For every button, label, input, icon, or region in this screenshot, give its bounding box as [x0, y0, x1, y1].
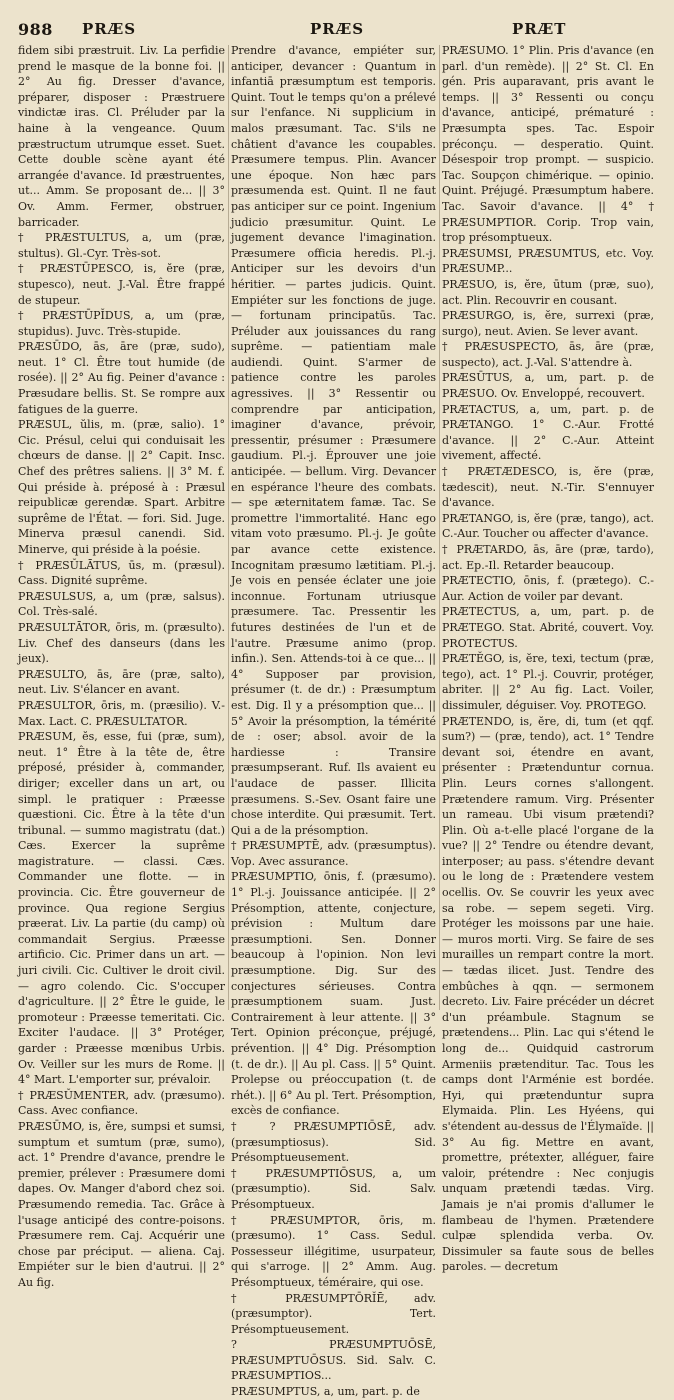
dictionary-entry: PRÆSŪMO, is, ĕre, sumpsi et sumsi, sumptum et sumtum (præ, sumo), act. 1° Prendre d'avance, prendre le premier, prélever : Præsumere domi dapes. Ov. Manger d'abord chez soi. Præsumendo remedia. Tac. Grâce à l'usage anticipé des contre-poisons. Præsumere rem. Caj. Acquérir une chose par préciput. — aliena. Caj. Empiéter sur le bien d'autrui. || 2° Au fig.: [18, 1119, 225, 1289]
dictionary-entry: PRÆSŪTUS, a, um, part. p. de PRÆSUO. Ov. Enveloppé, recouvert.: [442, 371, 654, 401]
dictionary-entry: PRÆSUMO. 1° Plin. Pris d'avance (en parl. d'un remède). || 2° St. Cl. En gén. Pris auparavant, pris avant le temps. || 3° Ressenti ou conçu d'avance, anticipé, prématuré : Præsumpta spes. Tac. Espoir préconçu. — desperatio. Quint. Désespoir trop prompt. — suspicio. Tac. Soupçon chimérique. — opinio. Quint. Préjugé. Præsumptum habere. Tac. Savoir d'avance. || 4° † PRÆSUMPTIOR. Corip. Trop vain, trop présomptueux.: [442, 44, 654, 245]
dictionary-entry: PRÆSURGO, is, ĕre, surrexi (præ, surgo), neut. Avien. Se lever avant.: [442, 309, 654, 338]
dictionary-entry: PRÆTANGO, is, ĕre (præ, tango), act. C.-Aur. Toucher ou affecter d'avance.: [442, 511, 654, 541]
dictionary-entry: fidem sibi præstruit. Liv. La perfidie prend le masque de la bonne foi. || 2° Au fig. Dresser d'avance, préparer, disposer : Præstruere vindictæ iras. Cl. Préluder par la haine à la vengeance. Quum præstructum utrumque esset. Suet. Cette double scène ayant été arrangée d'avance. Id præstruentes, ut... Amm. Se proposant de... || 3° Ov. Amm. Fermer, obstruer, barricader.: [18, 44, 225, 229]
dictionary-entry: † PRÆSTŪPĬDUS, a, um (præ, stupidus). Juvc. Très-stupide.: [18, 309, 225, 338]
text-column-right: [442, 43, 654, 1274]
dictionary-entry: PRÆTĔGO, is, ĕre, texi, tectum (præ, tego), act. 1° Pl.-j. Couvrir, protéger, abriter. || 2° Au fig. Lact. Voiler, dissimuler, déguiser. Voy. PROTEGO.: [442, 652, 654, 712]
dictionary-entry: † PRÆSUMPTIŌSUS, a, um (præsumptio). Sid. Salv. Présomptueux.: [231, 1166, 436, 1211]
header-right-word: PRÆT: [512, 20, 567, 38]
dictionary-entry: PRÆSUL, ŭlis, m. (præ, salio). 1° Cic. Présul, celui qui conduisait les chœurs de danse. || 2° Capit. Insc. Chef des prêtres saliens. || 3° M. f. Qui préside à. préposé à : Præsul reipublicæ gerendæ. Spart. Arbitre suprême de l'État. — fori. Sid. Juge. Minerva præsul canendi. Sid. Minerve, qui préside à la poésie.: [18, 418, 225, 556]
dictionary-entry: † ? PRÆSUMPTIŌSĒ, adv. (præsumptiosus). Sid. Présomptueusement.: [231, 1119, 436, 1165]
dictionary-entry: Prendre d'avance, empiéter sur, anticiper, devancer : Quantum in infantiā præsumptum est temporis. Quint. Tout le temps qu'on a prélevé sur l'enfance. Ni supplicium in malos præsumant. Tac. S'ils ne châtient d'avance les coupables. Præsumere tempus. Plin. Avancer une époque. Non hæc pars præsumenda est. Quint. Il ne faut pas anticiper sur ce point. Ingenium judicio præsumitur. Quint. Le jugement devance l'imagination. Præsumere officia heredis. Pl.-j. Anticiper sur les devoirs d'un héritier. — partes judicis. Quint. Empiéter sur les fonctions de juge. — fortunam principatūs. Tac. Préluder aux jouissances du rang suprême. — patientiam male audiendi. Quint. S'armer de patience contre les paroles agressives. || 3° Ressentir ou comprendre par anticipation, imaginer d'avance, prévoir, pressentir, présumer : Præsumere gaudium. Pl.-j. Éprouver une joie anticipée. — bellum. Virg. Devancer en espérance l'heure des combats. — spe æternitatem famæ. Tac. Se promettre l'immortalité. Hanc ego vitam voto præsumo. Pl.-j. Je goûte par avance cette existence. Incognitam præsumo lætitiam. Pl.-j. Je vois en pensée éclater une joie inconnue. Fortunam utriusque præsumere. Tac. Pressentir les futures destinées de l'un et de l'autre. Præsume animo (prop. infin.). Sen. Attends-toi à ce que... || 4° Supposer par provision, présumer (t. de dr.) : Præsumptum est. Dig. Il y a présomption que... || 5° Avoir la présomption, la témérité de : oser; absol. avoir de la hardiesse : Transire præsumpserant. Ruf. Ils avaient eu l'audace de passer. Illicita præsumens. S.-Sev. Osant faire une chose interdite. Qui præsumit. Tert. Qui a de la présomption.: [231, 44, 436, 837]
dictionary-entry: PRÆTECTIO, ōnis, f. (prætego). C.-Aur. Action de voiler par devant.: [442, 574, 654, 603]
dictionary-entry: † PRÆSUMPTOR, ōris, m. (præsumo). 1° Cass. Sedul. Possesseur illégitime, usurpateur, qui s'arroge. || 2° Amm. Aug. Présomptueux, téméraire, qui ose.: [231, 1213, 436, 1289]
dictionary-entry: PRÆSULTOR, ōris, m. (præsilio). V.-Max. Lact. C. PRÆSULTATOR.: [18, 698, 225, 728]
dictionary-entry: † PRÆSTŪPESCO, is, ĕre (præ, stupesco), neut. J.-Val. Être frappé de stupeur.: [18, 262, 225, 307]
column-divider: [439, 45, 440, 1010]
page-number: 988: [18, 20, 53, 39]
dictionary-entry: PRÆSUMSI, PRÆSUMTUS, etc. Voy. PRÆSUMP...: [442, 246, 654, 276]
dictionary-entry: PRÆSULSUS, a, um (præ, salsus). Col. Très-salé.: [18, 589, 225, 619]
dictionary-entry: PRÆTACTUS, a, um, part. p. de PRÆTANGO. 1° C.-Aur. Frotté d'avance. || 2° C.-Aur. Atteint vivement, affecté.: [442, 402, 654, 463]
dictionary-entry: PRÆSULTO, ās, āre (præ, salto), neut. Liv. S'élancer en avant.: [18, 667, 225, 697]
dictionary-entry: † PRÆSUMPTŌRĬĒ, adv. (præsumptor). Tert. Présomptueusement.: [231, 1291, 436, 1336]
dictionary-entry: PRÆSUM, ĕs, esse, fui (præ, sum), neut. 1° Être à la tête de, être préposé, présider à, commander, diriger; exceller dans un art, ou simpl. le pratiquer : Præesse quæstioni. Cic. Être à la tête d'un tribunal. — summo magistratu (dat.) Cæs. Exercer la suprême magistrature. — classi. Cæs. Commander une flotte. — in provincia. Cic. Être gouverneur de province. Qua regione Sergius præerat. Liv. La partie (du camp) où commandait Sergius. Præesse artificio. Cic. Primer dans un art. — juri civili. Cic. Cultiver le droit civil. — agro colendo. Cic. S'occuper d'agriculture. || 2° Être le guide, le promoteur : Præesse temeritati. Cic. Exciter l'audace. || 3° Protéger, garder : Præesse mœnibus Urbis. Ov. Veiller sur les murs de Rome. || 4° Mart. L'emporter sur, prévaloir.: [18, 730, 225, 1087]
dictionary-entry: PRÆSULTĀTOR, ōris, m. (præsulto). Liv. Chef des danseurs (dans les jeux).: [18, 620, 225, 666]
dictionary-entry: PRÆSUO, is, ĕre, ūtum (præ, suo), act. Plin. Recouvrir en cousant.: [442, 277, 654, 307]
dictionary-entry: ? PRÆSUMPTUŌSĒ, PRÆSUMPTUŌSUS. Sid. Salv. C. PRÆSUMPTIOS...: [231, 1338, 436, 1383]
dictionary-entry: PRÆTECTUS, a, um, part. p. de PRÆTEGO. Stat. Abrité, couvert. Voy. PROTECTUS.: [442, 605, 654, 650]
dictionary-entry: † PRÆSŬMENTER, adv. (præsumo). Cass. Avec confiance.: [18, 1088, 225, 1118]
header-left-word: PRÆS: [82, 20, 137, 38]
dictionary-entry: PRÆSŪDO, ās, āre (præ, sudo), neut. 1° Cl. Être tout humide (de rosée). || 2° Au fig. Peiner d'avance : Præsudare bellis. St. Se rompre aux fatigues de la guerre.: [18, 340, 225, 416]
dictionary-entry: PRÆTENDO, is, ĕre, di, tum (et qqf. sum?) — (præ, tendo), act. 1° Tendre devant soi, étendre en avant, présenter : Prætenduntur cornua. Plin. Leurs cornes s'allongent. Prætendere ramum. Virg. Présenter un rameau. Ubi visum prætendi? Plin. Où a-t-elle placé l'organe de la vue? || 2° Tendre ou étendre devant, interposer; au pass. s'étendre devant ou le long de : Prætendere vestem ocellis. Ov. Se couvrir les yeux avec sa robe. — sepem segeti. Virg. Protéger les moissons par une haie. — muros morti. Virg. Se faire de ses murailles un rempart contre la mort. — tædas ilicet. Just. Tendre des embûches à qqn. — sermonem decreto. Liv. Faire précéder un décret d'un préambule. Stagnum se prætendens... Plin. Lac qui s'étend le long de... Quidquid castrorum Armeniis prætenditur. Tac. Tous les camps dont l'Arménie est bordée. Hyi, qui prætenduntur supra Elymaida. Plin. Les Hyéens, qui s'étendent au-dessus de l'Élymaïde. || 3° Au fig. Mettre en avant, promettre, prétexter, alléguer, faire valoir, prétendre : Nec conjugis unquam prætendi tædas. Virg. Jamais je n'ai promis d'allumer le flambeau de l'hymen. Prætendere culpæ splendida verba. Ov. Dissimuler sa faute sous de belles paroles. — decretum: [442, 714, 654, 1274]
dictionary-entry: PRÆSUMPTUS, a, um, part. p. de: [231, 1385, 420, 1399]
dictionary-entry: † PRÆTARDO, ās, āre (præ, tardo), act. Ep.-Il. Retarder beaucoup.: [442, 543, 654, 572]
text-column-left: [18, 43, 225, 1289]
column-divider: [228, 45, 229, 1010]
dictionary-entry: † PRÆTÆDESCO, is, ĕre (præ, tædescit), neut. N.-Tir. S'ennuyer d'avance.: [442, 465, 654, 510]
dictionary-entry: † PRÆSŬLĀTUS, ūs, m. (præsul). Cass. Dignité suprême.: [18, 558, 225, 588]
header-center-word: PRÆS: [310, 20, 365, 38]
dictionary-entry: † PRÆSTULTUS, a, um (præ, stultus). Gl.-Cyr. Très-sot.: [18, 231, 225, 260]
running-header: [0, 20, 674, 42]
text-column-middle: [231, 43, 436, 1399]
dictionary-entry: † PRÆSUMPTĒ, adv. (præsumptus). Vop. Avec assurance.: [231, 839, 436, 868]
dictionary-entry: † PRÆSUSPECTO, ās, āre (præ, suspecto), act. J.-Val. S'attendre à.: [442, 340, 654, 369]
dictionary-entry: PRÆSUMPTIO, ōnis, f. (præsumo). 1° Pl.-j. Jouissance anticipée. || 2° Présomption, attente, conjecture, prévision : Multum dare præsumptioni. Sen. Donner beaucoup à l'opinion. Non levi præsumptione. Dig. Sur des conjectures sérieuses. Contra præsumptionem suam. Just. Contrairement à leur attente. || 3° Tert. Opinion préconçue, préjugé, prévention. || 4° Dig. Présomption (t. de dr.). || Au pl. Cass. || 5° Quint. Prolepse ou préoccupation (t. de rhét.). || 6° Au pl. Tert. Présomption, excès de confiance.: [231, 870, 436, 1118]
